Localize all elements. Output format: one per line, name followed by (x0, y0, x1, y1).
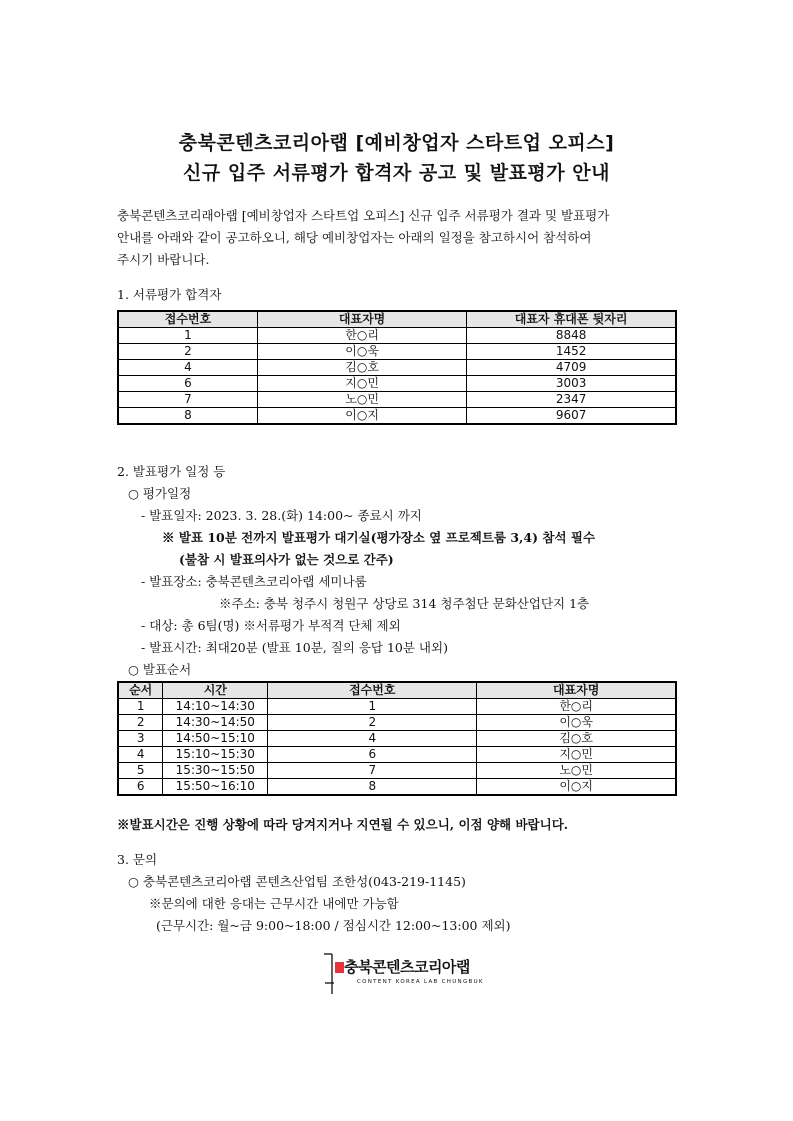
contact-note-2: (근무시간: 월~금 9:00~18:00 / 점심시간 12:00~13:00 제외) (156, 918, 511, 933)
cell-name: 이○욱 (257, 344, 466, 360)
order-subheading: ○ 발표순서 (128, 662, 192, 677)
cell-number: 7 (268, 763, 477, 779)
cell-phone: 3003 (467, 376, 676, 392)
table-row (118, 779, 676, 796)
section3-heading: 3. 문의 (117, 852, 158, 867)
table-header-row (118, 311, 676, 328)
cell-name: 이○지 (257, 408, 466, 425)
page-title: 충북콘텐츠코리아랩 [예비창업자 스타트업 오피스] (178, 132, 615, 154)
table-row (118, 763, 676, 779)
notice-line-1: ※ 발표 10분 전까지 발표평가 대기실(평가장소 옆 프로젝트룸 3,4) 참석 필수 (162, 530, 596, 545)
cell-name: 김○호 (257, 360, 466, 376)
cell-order: 3 (118, 731, 163, 747)
cell-order: 6 (118, 779, 163, 796)
address-line: ※주소: 충북 청주시 청원구 상당로 314 청주첨단 문화산업단지 1층 (219, 596, 590, 611)
presentation-order-table (117, 681, 677, 796)
section2-heading: 2. 발표평가 일정 등 (117, 464, 226, 479)
cell-name: 노○민 (477, 763, 676, 779)
cell-phone: 9607 (467, 408, 676, 425)
cell-time: 15:30~15:50 (163, 763, 268, 779)
notice-line-2: (불참 시 발표의사가 없는 것으로 간주) (179, 552, 394, 567)
place-line: - 발표장소: 충북콘텐츠코리아랩 세미나룸 (141, 574, 367, 589)
table-row (118, 715, 676, 731)
cell-name: 지○민 (477, 747, 676, 763)
cell-phone: 4709 (467, 360, 676, 376)
cell-number: 4 (118, 360, 257, 376)
table-row (118, 344, 676, 360)
page-subtitle: 신규 입주 서류평가 합격자 공고 및 발표평가 안내 (183, 162, 610, 184)
cell-number: 2 (118, 344, 257, 360)
section1-heading: 1. 서류평가 합격자 (117, 287, 222, 302)
cell-name: 지○민 (257, 376, 466, 392)
cell-number: 1 (268, 699, 477, 715)
cell-phone: 8848 (467, 328, 676, 344)
cell-number: 8 (118, 408, 257, 425)
cell-number: 8 (268, 779, 477, 796)
target-line: - 대상: 총 6팀(명) ※서류평가 부적격 단체 제외 (141, 618, 401, 633)
brand-logo (322, 950, 492, 998)
table-row (118, 328, 676, 344)
contact-note-1: ※문의에 대한 응대는 근무시간 내에만 가능함 (149, 896, 399, 911)
cell-name: 한○리 (477, 699, 676, 715)
cell-time: 14:50~15:10 (163, 731, 268, 747)
cell-order: 2 (118, 715, 163, 731)
table-row (118, 392, 676, 408)
cell-number: 7 (118, 392, 257, 408)
column-header: 접수번호 (118, 311, 257, 328)
column-header: 대표자명 (257, 311, 466, 328)
column-header: 대표자명 (477, 682, 676, 699)
cell-time: 14:10~14:30 (163, 699, 268, 715)
logo-subtitle: CONTENT KOREA LAB CHUNGBUK (357, 979, 484, 985)
logo-name: 충북콘텐츠코리아랩 (344, 958, 470, 976)
cell-name: 한○리 (257, 328, 466, 344)
cell-name: 김○호 (477, 731, 676, 747)
cell-time: 15:10~15:30 (163, 747, 268, 763)
applicants-table (117, 310, 677, 425)
table-row (118, 731, 676, 747)
cell-order: 5 (118, 763, 163, 779)
column-header: 시간 (163, 682, 268, 699)
column-header: 순서 (118, 682, 163, 699)
date-line: - 발표일자: 2023. 3. 28.(화) 14:00~ 종료시 까지 (141, 508, 422, 523)
cell-name: 이○욱 (477, 715, 676, 731)
cell-order: 1 (118, 699, 163, 715)
cell-name: 이○지 (477, 779, 676, 796)
table-row (118, 747, 676, 763)
contact-line: ○ 충북콘텐츠코리아랩 콘텐츠산업팀 조한성(043-219-1145) (128, 874, 466, 889)
schedule-subheading: ○ 평가일정 (128, 486, 192, 501)
table-row (118, 360, 676, 376)
cell-phone: 2347 (467, 392, 676, 408)
cell-time: 15:50~16:10 (163, 779, 268, 796)
cell-number: 1 (118, 328, 257, 344)
cell-number: 6 (118, 376, 257, 392)
column-header: 대표자 휴대폰 뒷자리 (467, 311, 676, 328)
cell-time: 14:30~14:50 (163, 715, 268, 731)
cell-phone: 1452 (467, 344, 676, 360)
cell-number: 2 (268, 715, 477, 731)
intro-line-1: 충북콘텐츠코리래아랩 [예비창업자 스타트업 오피스] 신규 입주 서류평가 결과 및 발표평가 (117, 208, 610, 223)
intro-line-3: 주시기 바랍니다. (117, 252, 210, 267)
table-row (118, 699, 676, 715)
intro-line-2: 안내를 아래와 같이 공고하오니, 해당 예비창업자는 아래의 일정을 참고하시어 참석하여 (117, 230, 592, 245)
column-header: 접수번호 (268, 682, 477, 699)
cell-number: 4 (268, 731, 477, 747)
schedule-change-note: ※발표시간은 진행 상황에 따라 당겨지거나 지연될 수 있으니, 이점 양해 바랍니다. (117, 817, 569, 832)
table-row (118, 408, 676, 425)
table-header-row (118, 682, 676, 699)
time-line: - 발표시간: 최대20분 (발표 10분, 질의 응답 10분 내외) (141, 640, 448, 655)
cell-number: 6 (268, 747, 477, 763)
table-row (118, 376, 676, 392)
cell-order: 4 (118, 747, 163, 763)
cell-name: 노○민 (257, 392, 466, 408)
